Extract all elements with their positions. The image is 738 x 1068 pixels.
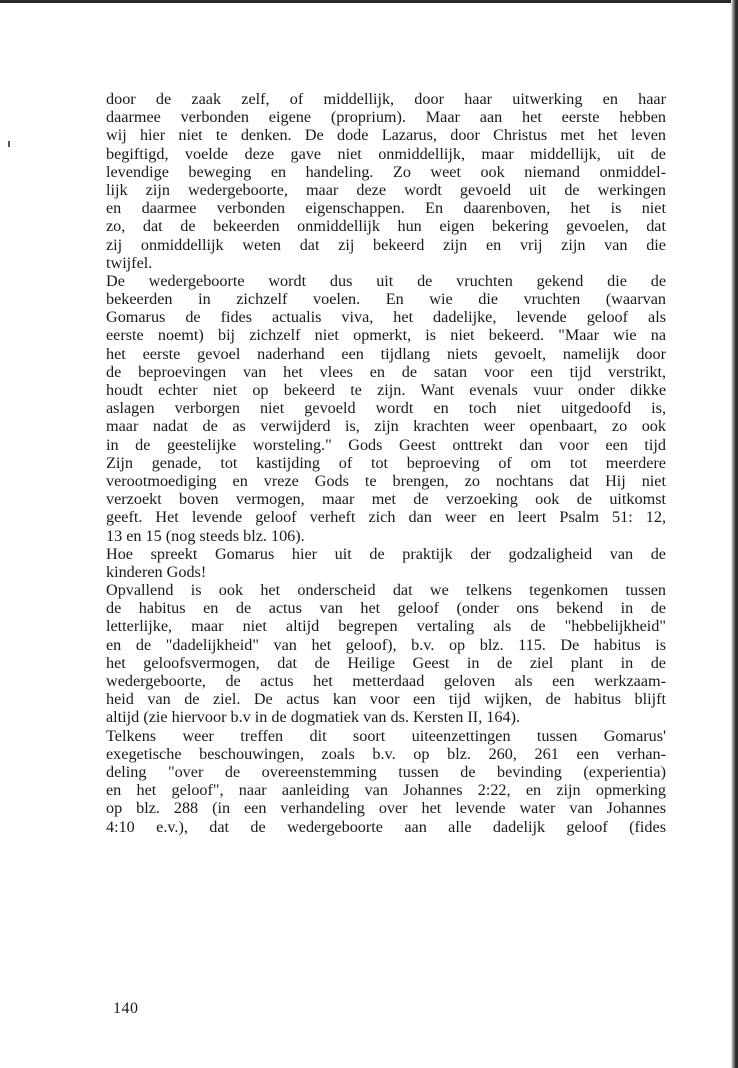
text-line: Gomarus de fides actualis viva, het dadelijke, levende geloof als: [106, 308, 666, 327]
text-line: kinderen Gods!: [106, 562, 207, 581]
text-line: wedergeboorte, de actus het metterdaad geloven als een werkzaam-: [106, 672, 666, 690]
text-line: geeft. Het levende geloof verheft zich dan weer en leert Psalm 51: 12,: [106, 508, 666, 527]
text-line: exegetische beschouwingen, zoals b.v. op blz. 260, 261 een verhan-: [106, 744, 666, 763]
text-line: maar nadat de as verwijderd is, zijn krachten weer openbaart, zo ook: [106, 417, 666, 436]
text-line: de beproevingen van het vlees en de satan voor een tijd verstrikt,: [106, 362, 666, 381]
top-edge-rule: [0, 0, 738, 3]
page-number: 140: [113, 1000, 139, 1017]
text-line: aslagen verborgen niet gevoeld wordt en toch niet uitgedoofd is,: [106, 399, 666, 418]
text-line: bekeerden in zichzelf voelen. En wie die vruchten (waarvan: [106, 290, 666, 309]
text-line: lijk zijn wedergeboorte, maar deze wordt gevoeld uit de werkingen: [106, 180, 666, 199]
text-line: en de "dadelijkheid" van het geloof), b.v. op blz. 115. De habitus is: [106, 635, 666, 654]
text-line: letterlijke, maar niet altijd begrepen vertaling als de "hebbelijkheid": [106, 617, 666, 636]
text-line: op blz. 288 (in een verhandeling over het levende water van Johannes: [106, 799, 666, 818]
text-line: in de geestelijke worsteling." Gods Geest onttrekt dan voor een tijd: [106, 435, 666, 454]
text-line: houdt echter niet op bekeerd te zijn. Want evenals vuur onder dikke: [106, 381, 666, 399]
text-line: twijfel.: [106, 253, 153, 272]
text-line: wij hier niet te denken. De dode Lazarus, door Christus met het leven: [106, 126, 666, 145]
text-line: zij onmiddellijk weten dat zij bekeerd zijn en vrij zijn van die: [106, 235, 666, 254]
text-line: heid van de ziel. De actus kan voor een tijd wijken, de habitus blijft: [106, 690, 666, 709]
text-line: zo, dat de bekeerden onmiddellijk hun eigen bekering gevoelen, dat: [106, 217, 666, 236]
margin-mark: [8, 141, 10, 147]
text-line: 13 en 15 (nog steeds blz. 106).: [106, 526, 305, 545]
text-line: deling "over de overeenstemming tussen de bevinding (experientia): [106, 762, 666, 781]
text-line: levendige beweging en handeling. Zo weet ook niemand onmiddel-: [106, 162, 666, 181]
text-line: het geloofsvermogen, dat de Heilige Geest in de ziel plant in de: [106, 653, 666, 672]
text-line: eerste noemt) bij zichzelf niet opmerkt, is niet bekeerd. "Maar wie na: [106, 326, 666, 345]
text-line: Hoe spreekt Gomarus hier uit de praktijk der godzaligheid van de: [106, 544, 666, 563]
text-line: en het geloof", naar aanleiding van Johannes 2:22, en zijn opmerking: [106, 781, 666, 800]
text-line: de habitus en de actus van het geloof (onder ons bekend in de: [106, 599, 666, 618]
page-edge-shadow: [731, 0, 738, 1068]
text-line: verootmoediging en vreze Gods te brengen, zo nochtans dat Hij niet: [106, 471, 666, 490]
text-line: Telkens weer treffen dit soort uiteenzettingen tussen Gomarus': [106, 726, 666, 745]
text-line: verzoekt boven vermogen, maar met de verzoeking ook de uitkomst: [106, 490, 666, 509]
text-line: en daarmee verbonden eigenschappen. En daarenboven, het is niet: [106, 199, 666, 218]
text-line: Zijn genade, tot kastijding of tot beproeving of om tot meerdere: [106, 453, 666, 472]
text-line: De wedergeboorte wordt dus uit de vruchten gekend die de: [106, 271, 666, 290]
text-line: 4:10 e.v.), dat de wedergeboorte aan alle dadelijk geloof (fides: [106, 817, 666, 836]
text-line: door de zaak zelf, of middellijk, door haar uitwerking en haar: [106, 90, 666, 108]
body-text: [106, 90, 666, 836]
text-line: altijd (zie hiervoor b.v in de dogmatiek van ds. Kersten II, 164).: [106, 708, 521, 727]
text-line: Opvallend is ook het onderscheid dat we telkens tegenkomen tussen: [106, 581, 666, 600]
text-line: daarmee verbonden eigene (proprium). Maar aan het eerste hebben: [106, 108, 666, 127]
text-line: het eerste gevoel naderhand een tijdlang niets gevoelt, namelijk door: [106, 344, 666, 363]
text-line: begiftigd, voelde deze gave niet onmiddellijk, maar middellijk, uit de: [106, 144, 666, 163]
